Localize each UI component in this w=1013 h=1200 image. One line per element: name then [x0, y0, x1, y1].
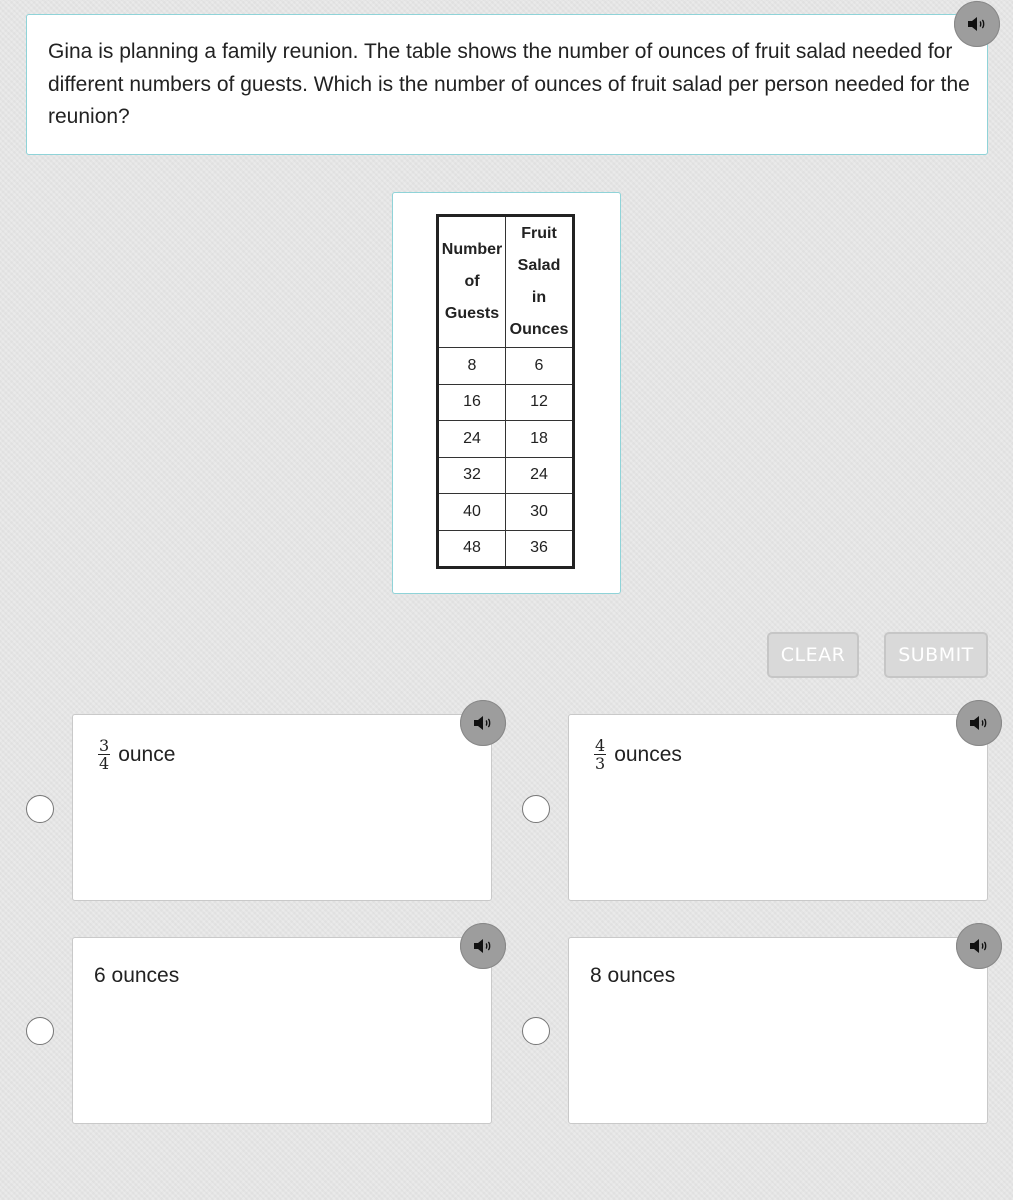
option-d-label: 8 ounces	[590, 964, 676, 987]
option-b-fraction	[594, 737, 606, 772]
submit-button[interactable]: SUBMIT	[884, 632, 988, 678]
option-a-radio[interactable]	[26, 795, 54, 823]
option-d-card[interactable]	[568, 937, 988, 1124]
speaker-icon	[471, 711, 495, 735]
option-c-radio[interactable]	[26, 1017, 54, 1045]
table-row	[438, 457, 574, 494]
table-row	[438, 421, 574, 458]
option-b-audio-button[interactable]	[956, 700, 1002, 746]
guests-cell: 40	[438, 494, 506, 531]
table-row	[438, 494, 574, 531]
header-guests-line: Number	[441, 241, 503, 258]
header-guests-line: Guests	[444, 305, 500, 322]
clear-button[interactable]: CLEAR	[767, 632, 859, 678]
option-d-audio-button[interactable]	[956, 923, 1002, 969]
option-c-audio-button[interactable]	[460, 923, 506, 969]
header-guests-line: of	[464, 273, 480, 290]
option-b-content	[590, 737, 682, 772]
ounces-cell: 30	[506, 494, 574, 531]
option-d-radio[interactable]	[522, 1017, 550, 1045]
option-a-label: ounce	[118, 742, 176, 766]
ounces-cell: 36	[506, 530, 574, 568]
option-b-label: ounces	[614, 742, 682, 766]
ounces-cell: 24	[506, 457, 574, 494]
option-a-card[interactable]	[72, 714, 492, 901]
guests-cell: 24	[438, 421, 506, 458]
ounces-cell: 6	[506, 348, 574, 385]
option-a-audio-button[interactable]	[460, 700, 506, 746]
option-b-card[interactable]	[568, 714, 988, 901]
option-d-content	[590, 964, 675, 988]
header-ounces	[506, 216, 574, 348]
table-card	[392, 192, 621, 594]
speaker-icon	[471, 934, 495, 958]
table-row	[438, 530, 574, 568]
fraction-numerator: 3	[99, 736, 110, 755]
header-ounces-line: Salad	[517, 257, 561, 274]
question-text: Gina is planning a family reunion. The table shows the number of ounces of fruit salad needed for different numbers of guests. Which is the number of ounces of fruit salad per person needed for the reunion?	[48, 40, 970, 128]
guests-cell: 16	[438, 384, 506, 421]
option-c-label: 6 ounces	[94, 964, 180, 987]
header-ounces-line: in	[531, 289, 547, 306]
option-a-fraction	[98, 737, 110, 772]
guests-cell: 8	[438, 348, 506, 385]
table-row	[438, 348, 574, 385]
speaker-icon	[967, 711, 991, 735]
fraction-denominator: 3	[595, 754, 606, 773]
speaker-icon	[967, 934, 991, 958]
guests-cell: 48	[438, 530, 506, 568]
header-ounces-line: Fruit	[521, 225, 557, 242]
speaker-icon	[965, 12, 989, 36]
option-a-content	[94, 737, 175, 772]
header-ounces-line: Ounces	[509, 321, 569, 338]
fraction-numerator: 4	[595, 736, 606, 755]
fraction-denominator: 4	[99, 754, 110, 773]
guests-cell: 32	[438, 457, 506, 494]
fruit-salad-table	[436, 214, 575, 569]
header-guests	[438, 216, 506, 348]
option-b-radio[interactable]	[522, 795, 550, 823]
question-audio-button[interactable]	[954, 1, 1000, 47]
table-row	[438, 384, 574, 421]
question-card	[26, 14, 988, 155]
option-c-card[interactable]	[72, 937, 492, 1124]
option-c-content	[94, 964, 179, 988]
ounces-cell: 18	[506, 421, 574, 458]
ounces-cell: 12	[506, 384, 574, 421]
